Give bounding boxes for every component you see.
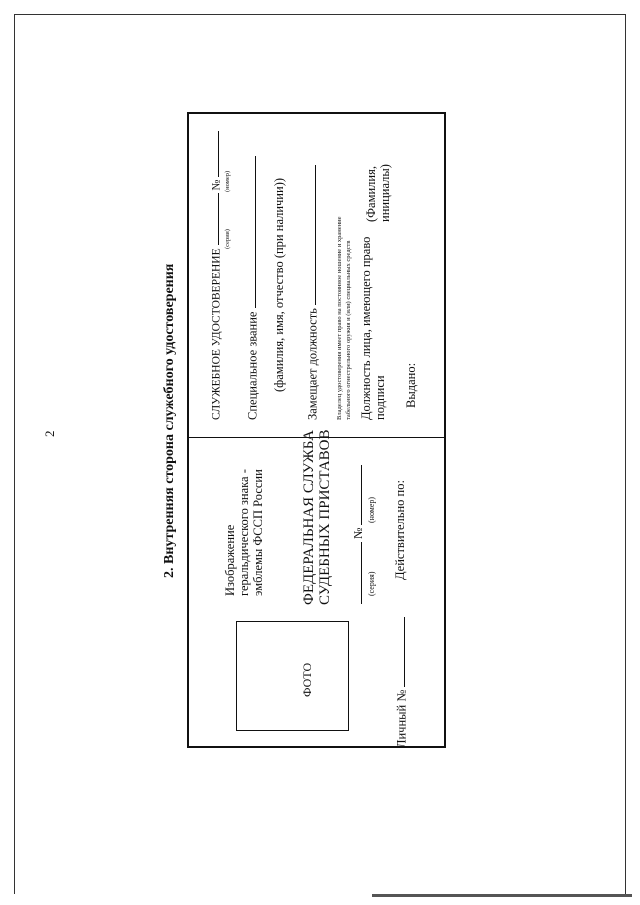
position-blank [304,165,316,305]
frame-line-top [14,14,626,15]
photo-label: ФОТО [300,662,314,697]
position-label: Замещает должность [305,308,320,420]
emblem-text-line-3: эмблемы ФССП России [251,469,265,596]
special-rank-blank [244,156,256,308]
signatory-position-line-2: подписи [373,375,387,420]
position-line [304,165,320,420]
left-number-sign: № [350,527,365,539]
weapon-note-line-2: табельного огнестрельного оружия и (или) специальных средств [345,240,352,420]
emblem-text-line-2: геральдического знака - [237,469,251,596]
left-number-blank [350,465,362,525]
bottom-edge-mark [372,894,632,897]
signatory-name-line-2: инициалы) [378,164,392,222]
signatory-position-line-1: Должность лица, имеющего право [359,236,373,420]
full-name-hint: (фамилия, имя, отчество (при наличии)) [272,177,286,392]
certificate-title-line [208,131,222,420]
personal-number-label: Личный № [394,689,409,748]
right-series-blank [208,193,219,245]
left-series-blank [350,542,362,604]
special-rank-line [244,156,260,420]
personal-number-blank [393,617,405,687]
weapon-note-line-1: Владелец удостоверения имеет право на постоянное ношение и хранение [336,216,343,420]
frame-line-right [625,14,626,894]
service-name-line-1: ФЕДЕРАЛЬНАЯ СЛУЖБА [301,430,317,605]
left-series-label: (серия) [367,571,376,596]
section-title: 2. Внутренняя сторона служебного удостоверения [162,263,177,578]
frame-line-left [14,14,15,894]
left-number-label: (номер) [367,496,376,523]
special-rank-label: Специальное звание [245,311,260,420]
right-number-sign: № [210,179,223,191]
left-series-number-line [350,465,366,604]
right-number-blank [208,131,219,177]
photo-box [236,621,349,731]
page-number: 2 [42,430,57,437]
service-name-line-2: СУДЕБНЫХ ПРИСТАВОВ [317,429,333,605]
issued-label: Выдано: [404,362,418,408]
right-series-label: (серия) [224,229,231,249]
signatory-name-line-1: (Фамилия, [364,166,378,222]
personal-number-line [393,617,409,748]
right-number-label: (номер) [224,170,231,192]
certificate-title: СЛУЖЕБНОЕ УДОСТОВЕРЕНИЕ [210,248,223,420]
emblem-text-line-1: Изображение [223,524,237,596]
valid-until-label: Действительно по: [393,480,407,580]
